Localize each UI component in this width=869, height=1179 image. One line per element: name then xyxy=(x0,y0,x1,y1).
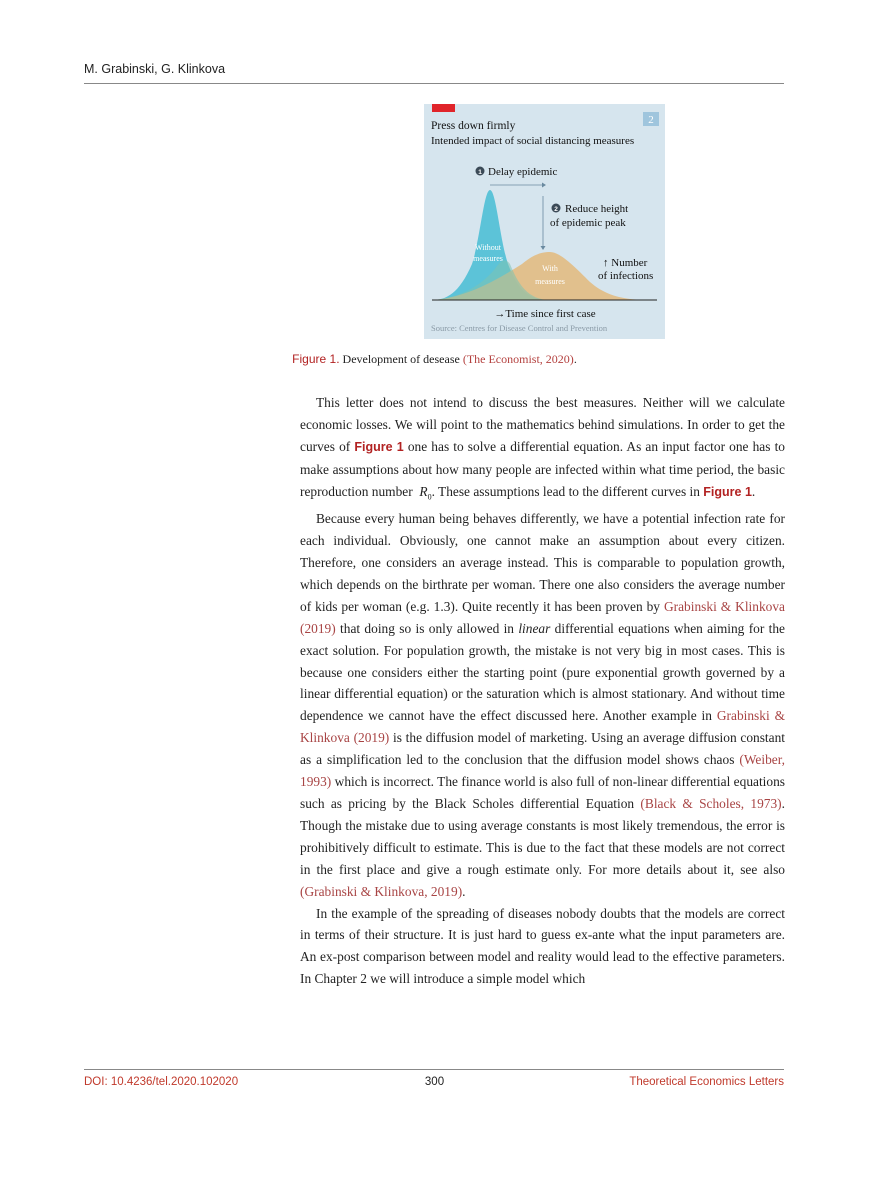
figure-1-link[interactable]: Figure 1 xyxy=(354,439,404,454)
header-rule xyxy=(84,83,784,84)
p1-text-d: . xyxy=(751,483,756,499)
figure-caption-citation[interactable]: (The Economist, 2020) xyxy=(462,352,574,366)
citation-link[interactable]: Grabinski & Klinkova (2019) xyxy=(300,708,785,746)
y-axis-label-line2: of infections xyxy=(598,270,654,282)
figure-badge-number: 2 xyxy=(648,114,654,126)
without-measures-label-line2: measures xyxy=(473,254,503,263)
p2-text-g: . xyxy=(462,883,466,899)
p1-text-c: . These assumptions lead to the different curves in xyxy=(431,483,704,499)
citation-link[interactable]: (Black & Scholes, 1973) xyxy=(640,795,782,811)
economist-red-tab xyxy=(432,104,455,112)
with-measures-label-line1: With xyxy=(542,264,558,273)
figure-caption xyxy=(0,352,869,367)
footer-journal-name[interactable]: Theoretical Economics Letters xyxy=(629,1076,784,1088)
figure-1-link[interactable]: Figure 1 xyxy=(703,484,752,499)
paragraph-3: In the example of the spreading of diseases nobody doubts that the models are correct in terms of their structure. It is just hard to guess ex-ante what the input parameters are. An ex-post comparison between model and reality would lead to the effective parameters. In Chapter 2 we will introduce a simple model which xyxy=(300,905,785,987)
step-2-label-line1: Reduce height xyxy=(565,203,629,215)
r0-symbol xyxy=(416,483,432,502)
p2-text-d: is the diffusion model of marketing. Using an average diffusion constant as a simplification led to the conclusion that the diffusion model shows chaos xyxy=(300,730,785,768)
reduce-arrowhead xyxy=(541,246,546,250)
without-measures-label-line1: Without xyxy=(475,243,501,252)
y-axis-label-line1: ↑ Number xyxy=(603,257,648,269)
step-2-label-line2: of epidemic peak xyxy=(550,217,626,229)
footer-doi[interactable]: DOI: 10.4236/tel.2020.102020 xyxy=(84,1076,239,1088)
p2-text-f: . Though the mistake due to using average constants is most likely tremendous, the error is prohibitively difficult to estimate. This is due to the fact that these models are not correct in the first place and give a rough estimate only. For more details about it, see also xyxy=(300,795,785,877)
p1-text-a: This letter does not intend to discuss the best measures. Neither will we calculate economic losses. We will point to the mathematics behind simulations. In order to get the curves of xyxy=(300,395,785,454)
citation-link[interactable]: (Grabinski & Klinkova, 2019) xyxy=(300,883,463,899)
p1-text-b: one has to solve a differential equation. As an input factor one has to make assumptions about how many people are infected within what time period, the basic reproduction number xyxy=(300,438,785,499)
x-axis-label: →Time since first case xyxy=(494,308,596,320)
delay-arrowhead xyxy=(542,183,546,188)
citation-link[interactable]: Grabinski & Klinkova (2019) xyxy=(300,598,785,636)
figure-source: Source: Centres for Disease Control and Prevention xyxy=(431,323,608,333)
paragraph-1 xyxy=(300,392,785,508)
r-subscript: 0 xyxy=(427,492,432,502)
step-1-label: Delay epidemic xyxy=(488,166,558,178)
page-number: 300 xyxy=(424,1076,445,1088)
figure-title: Press down firmly xyxy=(431,120,516,132)
paragraph-2 xyxy=(300,508,785,902)
body-text xyxy=(300,392,785,990)
p2-italic-linear: linear xyxy=(518,620,551,636)
running-header-authors: M. Grabinski, G. Klinkova xyxy=(84,62,226,76)
citation-link[interactable]: (Weiber, 1993) xyxy=(300,752,785,790)
step-2-number: 2 xyxy=(554,206,558,213)
figure-subtitle: Intended impact of social distancing measures xyxy=(431,135,635,147)
p2-text-c: differential equations when aiming for the exact solution. For population growth, the mistake is not very big in most cases. This is because one considers either the starting point (pure exponential growth governed by a linear differential equation) or the saturation which is almost stationary. And without time dependence we cannot have the effect discussed here. Another example in xyxy=(300,620,785,724)
figure-caption-period: . xyxy=(573,352,577,366)
step-1-number: 1 xyxy=(478,169,482,176)
footer-rule xyxy=(84,1069,784,1070)
r-letter: R xyxy=(419,483,428,499)
figure-caption-text: Development of desease xyxy=(339,352,463,366)
p2-text-b: that doing so is only allowed in xyxy=(335,620,519,636)
figure-1-image xyxy=(424,104,665,339)
p2-text-a: Because every human being behaves differently, we have a potential infection rate for each individual. Obviously, one cannot make an assumption about every citizen. Therefore, one considers an average instead. This is comparable to population growth, which depends on the birthrate per woman. There one also considers the average number of kids per woman (e.g. 1.3). Quite recently it has been proven by xyxy=(300,511,785,614)
with-measures-label-line2: measures xyxy=(535,277,565,286)
figure-caption-label[interactable]: Figure 1. xyxy=(292,352,340,366)
p2-text-e: which is incorrect. The finance world is also full of non-linear differential equations such as pricing by the Black Scholes differential Equation xyxy=(300,774,785,811)
